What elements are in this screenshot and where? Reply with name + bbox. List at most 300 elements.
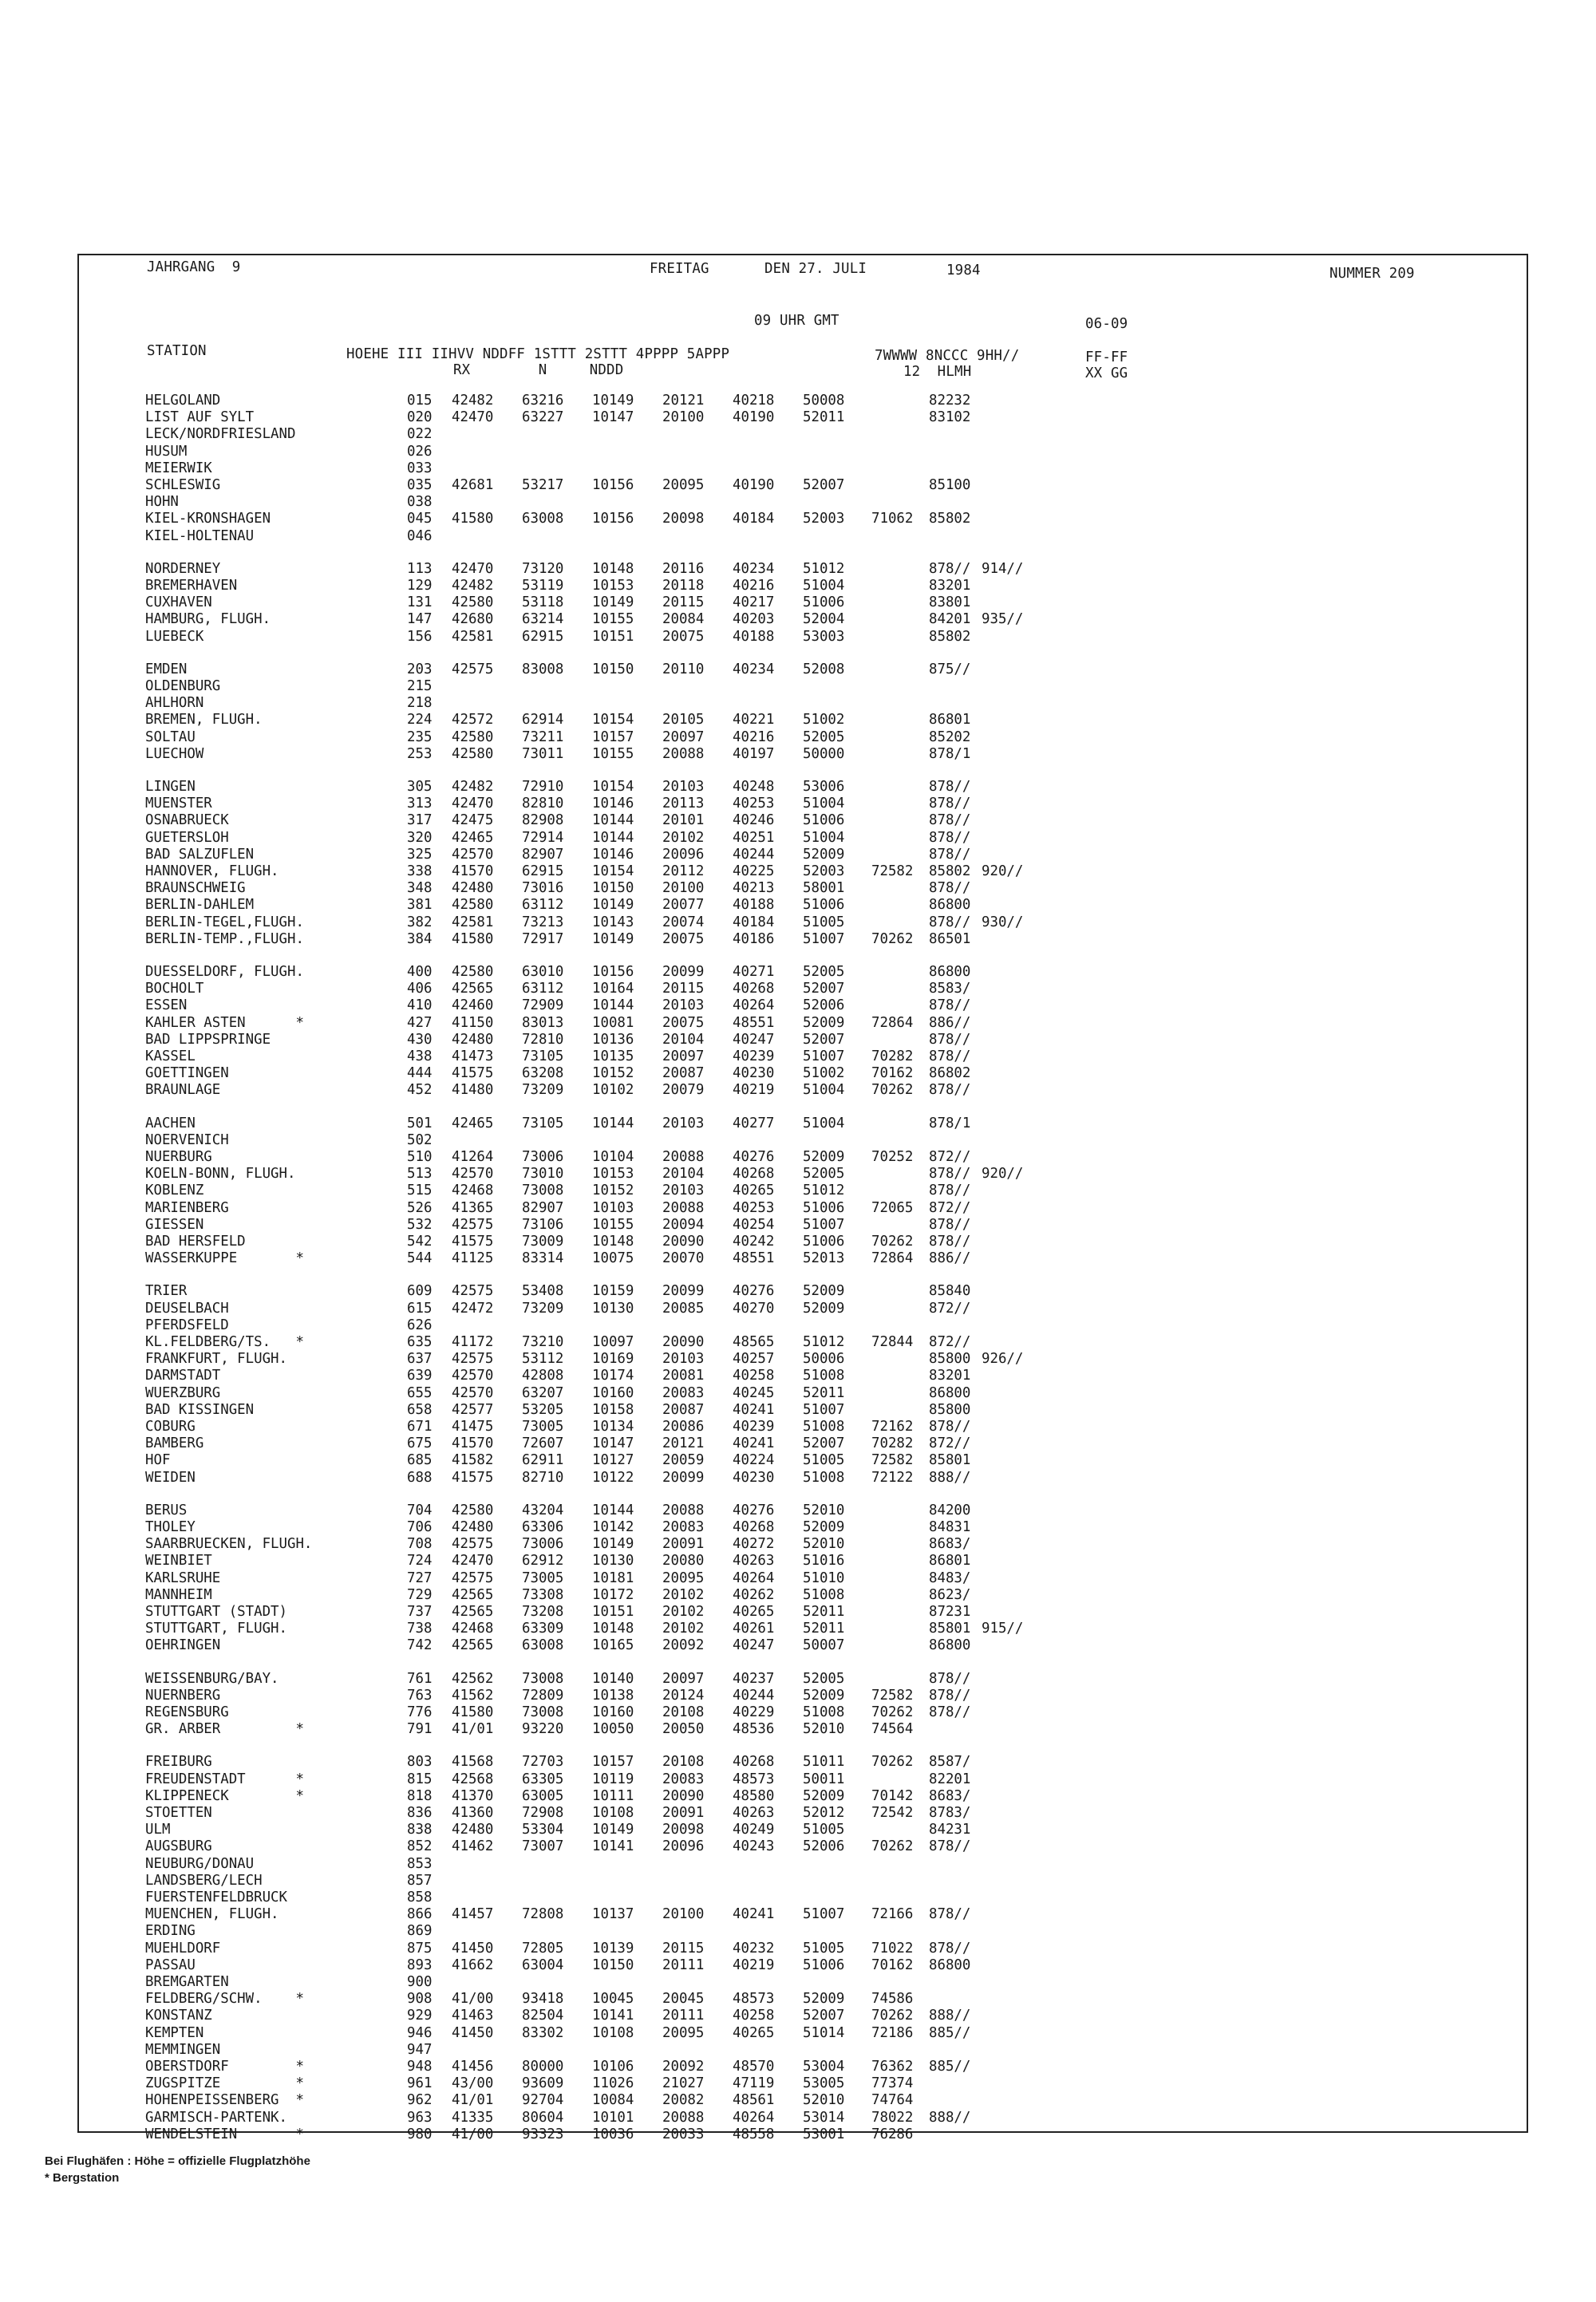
station-name: FUERSTENFELDBRUCK: [145, 1889, 287, 1905]
cell-col-6: 20088: [662, 2110, 705, 2126]
station-name: MUEHLDORF: [145, 1941, 221, 1957]
cell-col-2: 033: [407, 460, 433, 476]
cell-col-4: 92704: [522, 2092, 564, 2108]
station-name: FRANKFURT, FLUGH.: [145, 1351, 287, 1367]
cell-col-3: 42465: [452, 1115, 494, 1131]
cell-col-8: 51007: [803, 1906, 845, 1922]
station-name: ERDING: [145, 1923, 196, 1939]
cell-col-8: 52011: [803, 1621, 845, 1637]
cell-col-3: 42482: [452, 578, 494, 594]
cell-col-7: 40243: [733, 1838, 775, 1854]
cell-col-8: 52006: [803, 1838, 845, 1854]
cell-col-6: 20099: [662, 1470, 705, 1486]
cell-col-7: 40184: [733, 914, 775, 930]
cell-col-5: 10149: [592, 1536, 634, 1552]
cell-col-7: 40258: [733, 1368, 775, 1384]
cell-col-9: 72844: [871, 1334, 914, 1350]
cell-col-4: 63004: [522, 1957, 564, 1973]
cell-col-5: 10174: [592, 1368, 634, 1384]
cell-col-5: 10155: [592, 1217, 634, 1233]
station-name: HOHN: [145, 494, 179, 510]
cell-col-6: 20033: [662, 2126, 705, 2142]
weather-columns-subheader: 12 HLMH: [903, 364, 972, 380]
cell-col-9: 72166: [871, 1906, 914, 1922]
cell-col-3: 41456: [452, 2059, 494, 2075]
station-name: KEMPTEN: [145, 2025, 204, 2041]
cell-col-4: 43204: [522, 1502, 564, 1518]
cell-col-7: 40216: [733, 729, 775, 745]
cell-col-6: 20088: [662, 1200, 705, 1216]
cell-col-10: 878//: [929, 812, 971, 828]
cell-col-6: 20095: [662, 2025, 705, 2041]
cell-col-11: 926//: [982, 1351, 1024, 1367]
cell-col-6: 20087: [662, 1402, 705, 1418]
cell-col-2: 980: [407, 2126, 433, 2142]
cell-col-6: 20103: [662, 997, 705, 1013]
footnote-airports: Bei Flughäfen : Höhe = offizielle Flugplatzhöhe: [45, 2154, 310, 2168]
cell-col-7: 40186: [733, 931, 775, 947]
cell-col-7: 40253: [733, 796, 775, 811]
cell-col-6: 20091: [662, 1536, 705, 1552]
cell-col-7: 40188: [733, 629, 775, 645]
cell-col-2: 637: [407, 1351, 433, 1367]
station-name: LINGEN: [145, 779, 196, 795]
cell-col-9: 70262: [871, 1234, 914, 1250]
cell-col-4: 63112: [522, 897, 564, 913]
cell-col-8: 51004: [803, 1115, 845, 1131]
cell-col-3: 41480: [452, 1082, 494, 1098]
cell-col-4: 63005: [522, 1788, 564, 1804]
cell-col-10: 86800: [929, 897, 971, 913]
station-name: BOCHOLT: [145, 981, 204, 997]
cell-col-5: 10149: [592, 393, 634, 409]
cell-col-10: 8583/: [929, 981, 971, 997]
cell-col-2: 961: [407, 2075, 433, 2091]
cell-col-10: 886//: [929, 1250, 971, 1266]
cell-col-7: 40265: [733, 1604, 775, 1620]
cell-col-2: 947: [407, 2042, 433, 2058]
station-name: BERUS: [145, 1502, 188, 1518]
cell-col-7: 40265: [733, 1183, 775, 1198]
cell-col-9: 77374: [871, 2075, 914, 2091]
cell-col-3: 42565: [452, 1604, 494, 1620]
cell-col-2: 022: [407, 426, 433, 442]
cell-col-4: 73105: [522, 1048, 564, 1064]
station-name: KASSEL: [145, 1048, 196, 1064]
cell-col-9: 70282: [871, 1435, 914, 1451]
cell-col-2: 501: [407, 1115, 433, 1131]
cell-col-2: 438: [407, 1048, 433, 1064]
cell-col-5: 10150: [592, 880, 634, 896]
cell-col-3: 41580: [452, 1704, 494, 1720]
station-name: OSNABRUECK: [145, 812, 229, 828]
cell-col-10: 85801: [929, 1452, 971, 1468]
cell-col-7: 40239: [733, 1419, 775, 1435]
cell-col-8: 51006: [803, 1200, 845, 1216]
cell-col-9: 72582: [871, 863, 914, 879]
cell-col-8: 53004: [803, 2059, 845, 2075]
cell-col-7: 47119: [733, 2075, 775, 2091]
cell-col-5: 11026: [592, 2075, 634, 2091]
cell-col-10: 83201: [929, 1368, 971, 1384]
cell-col-5: 10140: [592, 1671, 634, 1687]
cell-col-9: 78022: [871, 2110, 914, 2126]
cell-col-7: 40277: [733, 1115, 775, 1131]
cell-col-11: 920//: [982, 1166, 1024, 1182]
cell-col-6: 20083: [662, 1519, 705, 1535]
cell-col-6: 20090: [662, 1234, 705, 1250]
cell-col-9: 70262: [871, 1082, 914, 1098]
cell-col-7: 40253: [733, 1200, 775, 1216]
cell-col-10: 878//: [929, 880, 971, 896]
cell-col-10: 86802: [929, 1065, 971, 1081]
cell-col-10: 84831: [929, 1519, 971, 1535]
cell-col-5: 10142: [592, 1519, 634, 1535]
cell-col-7: 40239: [733, 1048, 775, 1064]
cell-col-7: 40263: [733, 1553, 775, 1569]
station-name: KIEL-HOLTENAU: [145, 528, 255, 544]
cell-col-10: 872//: [929, 1200, 971, 1216]
cell-col-4: 72810: [522, 1032, 564, 1048]
cell-col-5: 10075: [592, 1250, 634, 1266]
cell-col-4: 53304: [522, 1822, 564, 1838]
cell-col-7: 40265: [733, 2025, 775, 2041]
cell-col-6: 20103: [662, 1183, 705, 1198]
cell-col-4: 73016: [522, 880, 564, 896]
cell-col-5: 10127: [592, 1452, 634, 1468]
cell-col-4: 73208: [522, 1604, 564, 1620]
cell-col-6: 20115: [662, 981, 705, 997]
cell-col-9: 71062: [871, 511, 914, 527]
cell-col-7: 40268: [733, 1754, 775, 1770]
cell-col-2: 218: [407, 695, 433, 711]
station-name: STUTTGART, FLUGH.: [145, 1621, 287, 1637]
cell-col-3: 41150: [452, 1015, 494, 1031]
cell-col-7: 48570: [733, 2059, 775, 2075]
cell-col-2: 147: [407, 611, 433, 627]
cell-col-8: 52008: [803, 661, 845, 677]
cell-col-7: 48573: [733, 1771, 775, 1787]
cell-col-8: 52010: [803, 1721, 845, 1737]
cell-col-7: 40244: [733, 1688, 775, 1704]
cell-col-6: 20103: [662, 1115, 705, 1131]
cell-col-8: 51005: [803, 1941, 845, 1957]
cell-col-2: 026: [407, 444, 433, 460]
cell-col-4: 53205: [522, 1402, 564, 1418]
cell-col-5: 10143: [592, 914, 634, 930]
cell-col-6: 20102: [662, 1604, 705, 1620]
cell-col-2: 526: [407, 1200, 433, 1216]
cell-col-7: 40268: [733, 1519, 775, 1535]
cell-col-5: 10160: [592, 1704, 634, 1720]
cell-col-7: 40234: [733, 661, 775, 677]
cell-col-2: 452: [407, 1082, 433, 1098]
cell-col-4: 63112: [522, 981, 564, 997]
cell-col-10: 8483/: [929, 1570, 971, 1586]
cell-col-4: 53408: [522, 1283, 564, 1299]
cell-col-10: 878//: [929, 1941, 971, 1957]
station-name: NORDERNEY: [145, 561, 221, 577]
cell-col-4: 83013: [522, 1015, 564, 1031]
cell-col-3: 42581: [452, 914, 494, 930]
cell-col-10: 878//: [929, 1704, 971, 1720]
cell-col-5: 10081: [592, 1015, 634, 1031]
cell-col-9: 70252: [871, 1149, 914, 1165]
cell-col-5: 10101: [592, 2110, 634, 2126]
report-year: 1984: [946, 263, 981, 278]
cell-col-4: 62915: [522, 863, 564, 879]
cell-col-7: 40272: [733, 1536, 775, 1552]
cell-col-2: 544: [407, 1250, 433, 1266]
cell-col-6: 20103: [662, 779, 705, 795]
cell-col-10: 85800: [929, 1402, 971, 1418]
cell-col-4: 73308: [522, 1587, 564, 1603]
cell-col-5: 10144: [592, 1115, 634, 1131]
cell-col-2: 215: [407, 678, 433, 694]
cell-col-8: 53014: [803, 2110, 845, 2126]
cell-col-7: 40219: [733, 1082, 775, 1098]
cell-col-3: 41580: [452, 931, 494, 947]
cell-col-2: 962: [407, 2092, 433, 2108]
cell-col-3: 42570: [452, 1385, 494, 1401]
cell-col-4: 62912: [522, 1553, 564, 1569]
station-name: BERLIN-TEGEL,FLUGH.: [145, 914, 304, 930]
cell-col-10: 878//: [929, 1688, 971, 1704]
cell-col-8: 51004: [803, 830, 845, 846]
cell-col-10: 83102: [929, 409, 971, 425]
cell-col-5: 10104: [592, 1149, 634, 1165]
cell-col-3: 42568: [452, 1771, 494, 1787]
cell-col-2: 688: [407, 1470, 433, 1486]
cell-col-4: 82907: [522, 847, 564, 863]
station-name: BRAUNLAGE: [145, 1082, 221, 1098]
cell-col-6: 20075: [662, 1015, 705, 1031]
cell-col-8: 52007: [803, 2008, 845, 2024]
cell-col-2: 737: [407, 1604, 433, 1620]
station-name: COBURG: [145, 1419, 196, 1435]
station-name: HUSUM: [145, 444, 188, 460]
cell-col-6: 20102: [662, 1587, 705, 1603]
cell-col-4: 83008: [522, 661, 564, 677]
cell-col-9: 70262: [871, 931, 914, 947]
cell-col-5: 10155: [592, 611, 634, 627]
cell-col-8: 52007: [803, 477, 845, 493]
cell-col-3: 41462: [452, 1838, 494, 1854]
cell-col-6: 20110: [662, 661, 705, 677]
cell-col-10: 85202: [929, 729, 971, 745]
cell-col-2: 948: [407, 2059, 433, 2075]
cell-col-5: 10181: [592, 1570, 634, 1586]
cell-col-2: 253: [407, 746, 433, 762]
cell-col-9: 72542: [871, 1805, 914, 1821]
cell-col-2: 609: [407, 1283, 433, 1299]
cell-col-10: 878//: [929, 796, 971, 811]
cell-col-6: 20082: [662, 2092, 705, 2108]
cell-col-7: 40257: [733, 1351, 775, 1367]
cell-col-3: 42465: [452, 830, 494, 846]
cell-col-3: 42580: [452, 1502, 494, 1518]
cell-col-2: 406: [407, 981, 433, 997]
cell-col-10: 84201: [929, 611, 971, 627]
cell-col-2: 869: [407, 1923, 433, 1939]
cell-col-4: 72809: [522, 1688, 564, 1704]
cell-col-5: 10146: [592, 847, 634, 863]
station-name: ZUGSPITZE *: [145, 2075, 304, 2091]
cell-col-4: 73106: [522, 1217, 564, 1233]
cell-col-8: 51002: [803, 1065, 845, 1081]
cell-col-2: 015: [407, 393, 433, 409]
cell-col-4: 82908: [522, 812, 564, 828]
cell-col-7: 40229: [733, 1704, 775, 1720]
cell-col-7: 40271: [733, 964, 775, 980]
cell-col-8: 52005: [803, 964, 845, 980]
cell-col-8: 52013: [803, 1250, 845, 1266]
cell-col-10: 878//: [929, 561, 971, 577]
station-name: MUENSTER: [145, 796, 212, 811]
cell-col-11: 915//: [982, 1621, 1024, 1637]
cell-col-8: 51007: [803, 1217, 845, 1233]
station-name: LUECHOW: [145, 746, 204, 762]
cell-col-8: 52009: [803, 1283, 845, 1299]
station-name: WASSERKUPPE *: [145, 1250, 304, 1266]
cell-col-3: 42480: [452, 1519, 494, 1535]
cell-col-8: 52009: [803, 1788, 845, 1804]
cell-col-9: 74586: [871, 1991, 914, 2007]
station-name: STOETTEN: [145, 1805, 212, 1821]
cell-col-2: 542: [407, 1234, 433, 1250]
cell-col-4: 93418: [522, 1991, 564, 2007]
cell-col-4: 73005: [522, 1570, 564, 1586]
cell-col-10: 878//: [929, 1838, 971, 1854]
cell-col-10: 885//: [929, 2059, 971, 2075]
cell-col-7: 40245: [733, 1385, 775, 1401]
cell-col-8: 51002: [803, 712, 845, 728]
station-name: GIESSEN: [145, 1217, 204, 1233]
cell-col-2: 615: [407, 1301, 433, 1317]
cell-col-10: 85800: [929, 1351, 971, 1367]
cell-col-3: 42475: [452, 812, 494, 828]
cell-col-8: 53005: [803, 2075, 845, 2091]
cell-col-8: 53001: [803, 2126, 845, 2142]
cell-col-8: 52009: [803, 1015, 845, 1031]
cell-col-2: 658: [407, 1402, 433, 1418]
station-name: AHLHORN: [145, 695, 204, 711]
station-name: OLDENBURG: [145, 678, 221, 694]
station-name: KIEL-KRONSHAGEN: [145, 511, 271, 527]
cell-col-7: 48561: [733, 2092, 775, 2108]
cell-col-6: 20094: [662, 1217, 705, 1233]
cell-col-10: 878//: [929, 1032, 971, 1048]
cell-col-3: 42575: [452, 1283, 494, 1299]
cell-col-2: 655: [407, 1385, 433, 1401]
cell-col-6: 20045: [662, 1991, 705, 2007]
station-name: STUTTGART (STADT): [145, 1604, 287, 1620]
cell-col-7: 48565: [733, 1334, 775, 1350]
cell-col-6: 21027: [662, 2075, 705, 2091]
cell-col-2: 776: [407, 1704, 433, 1720]
station-name: FREUDENSTADT *: [145, 1771, 304, 1787]
cell-col-5: 10119: [592, 1771, 634, 1787]
station-name: LECK/NORDFRIESLAND: [145, 426, 296, 442]
cell-col-11: 935//: [982, 611, 1024, 627]
cell-col-4: 63216: [522, 393, 564, 409]
cell-col-9: 70162: [871, 1065, 914, 1081]
cell-col-9: 72162: [871, 1419, 914, 1435]
station-name: MANNHEIM: [145, 1587, 212, 1603]
cell-col-3: 42482: [452, 393, 494, 409]
cell-col-5: 10148: [592, 1621, 634, 1637]
cell-col-2: 224: [407, 712, 433, 728]
cell-col-3: 42575: [452, 1217, 494, 1233]
cell-col-2: 900: [407, 1974, 433, 1990]
cell-col-2: 338: [407, 863, 433, 879]
cell-col-4: 53112: [522, 1351, 564, 1367]
station-name: LUEBECK: [145, 629, 204, 645]
cell-col-6: 20087: [662, 1065, 705, 1081]
cell-col-10: 86800: [929, 964, 971, 980]
cell-col-2: 738: [407, 1621, 433, 1637]
cell-col-8: 51007: [803, 931, 845, 947]
cell-col-7: 40224: [733, 1452, 775, 1468]
cell-col-6: 20095: [662, 1570, 705, 1586]
cell-col-4: 63227: [522, 409, 564, 425]
station-name: GOETTINGEN: [145, 1065, 229, 1081]
cell-col-10: 872//: [929, 1334, 971, 1350]
cell-col-8: 51006: [803, 594, 845, 610]
cell-col-8: 50000: [803, 746, 845, 762]
cell-col-2: 727: [407, 1570, 433, 1586]
cell-col-10: 878/1: [929, 1115, 971, 1131]
cell-col-2: 685: [407, 1452, 433, 1468]
station-name: BREMERHAVEN: [145, 578, 238, 594]
cell-col-6: 20079: [662, 1082, 705, 1098]
cell-col-5: 10135: [592, 1048, 634, 1064]
cell-col-3: 42470: [452, 796, 494, 811]
cell-col-10: 86800: [929, 1957, 971, 1973]
cell-col-5: 10141: [592, 2008, 634, 2024]
cell-col-7: 40230: [733, 1470, 775, 1486]
cell-col-3: 42580: [452, 746, 494, 762]
cell-col-7: 40270: [733, 1301, 775, 1317]
station-name: DARMSTADT: [145, 1368, 221, 1384]
cell-col-6: 20059: [662, 1452, 705, 1468]
cell-col-6: 20097: [662, 1048, 705, 1064]
cell-col-8: 52007: [803, 981, 845, 997]
cell-col-9: 72065: [871, 1200, 914, 1216]
cell-col-7: 40276: [733, 1149, 775, 1165]
cell-col-3: 42468: [452, 1621, 494, 1637]
cell-col-2: 131: [407, 594, 433, 610]
cell-col-7: 40264: [733, 1570, 775, 1586]
cell-col-8: 52011: [803, 1385, 845, 1401]
cell-col-4: 63309: [522, 1621, 564, 1637]
station-name: OBERSTDORF *: [145, 2059, 304, 2075]
station-name: BREMGARTEN: [145, 1974, 229, 1990]
cell-col-8: 51008: [803, 1470, 845, 1486]
cell-col-6: 20103: [662, 1351, 705, 1367]
code-columns-header: HOEHE III IIHVV NDDFF 1STTT 2STTT 4PPPP 5APPP: [346, 346, 730, 362]
cell-col-7: 40184: [733, 511, 775, 527]
cell-col-8: 52009: [803, 1991, 845, 2007]
cell-col-10: 878//: [929, 1671, 971, 1687]
cell-col-3: 42580: [452, 729, 494, 745]
cell-col-2: 381: [407, 897, 433, 913]
cell-col-4: 63305: [522, 1771, 564, 1787]
cell-col-3: 42572: [452, 712, 494, 728]
station-name: FREIBURG: [145, 1754, 212, 1770]
cell-col-10: 878/1: [929, 746, 971, 762]
cell-col-4: 63008: [522, 1637, 564, 1653]
